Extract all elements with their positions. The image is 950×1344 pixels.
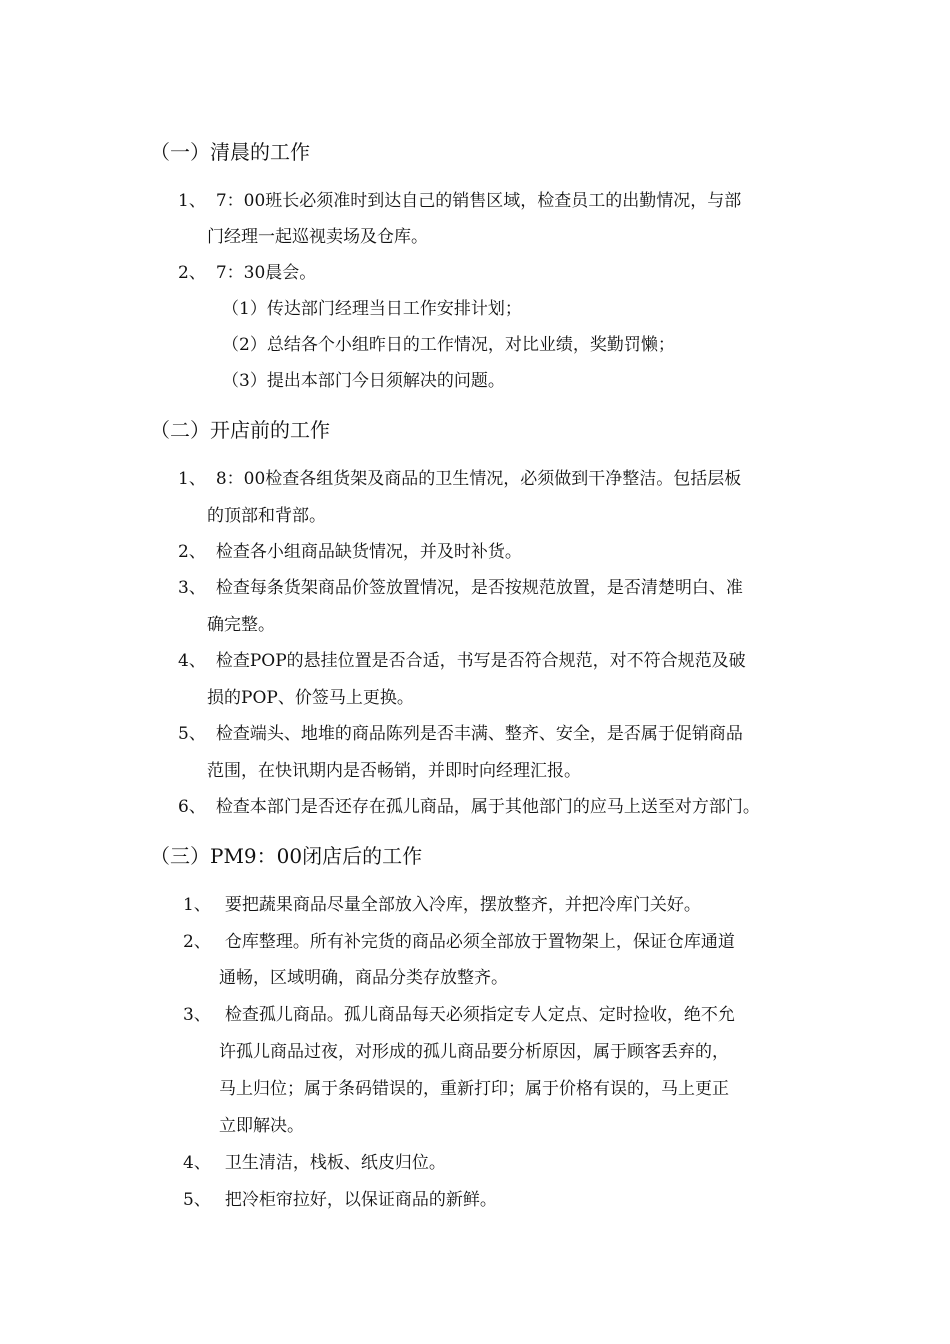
item-number: 6、 xyxy=(178,797,206,817)
item-number: 4、 xyxy=(178,651,206,671)
sub-item: （2）总结各个小组昨日的工作情况，对比业绩，奖勤罚懒； xyxy=(222,335,675,355)
item-text-continuation: 许孤儿商品过夜，对形成的孤儿商品要分析原因，属于顾客丢弃的， xyxy=(219,1042,729,1062)
list-item xyxy=(178,575,743,601)
list-item xyxy=(178,188,741,214)
item-text: 检查本部门是否还存在孤儿商品，属于其他部门的应马上送至对方部门。 xyxy=(215,797,760,817)
section-title: （三）PM9：00闭店后的工作 xyxy=(150,844,423,868)
item-number: 2、 xyxy=(178,542,206,562)
item-text: 要把蔬果商品尽量全部放入冷库，摆放整齐，并把冷库门关好。 xyxy=(224,895,701,915)
item-text: 7：00班长必须准时到达自己的销售区域，检查员工的出勤情况，与部 xyxy=(215,191,742,211)
section-title: （一）清晨的工作 xyxy=(150,140,310,164)
item-text-continuation: 通畅，区域明确，商品分类存放整齐。 xyxy=(219,968,508,988)
list-item xyxy=(178,794,760,820)
item-text-continuation: 立即解决。 xyxy=(219,1116,304,1136)
list-item xyxy=(183,892,701,918)
item-number: 5、 xyxy=(178,724,206,744)
item-text: 把冷柜帘拉好，以保证商品的新鲜。 xyxy=(224,1190,497,1210)
item-number: 3、 xyxy=(178,578,206,598)
item-number: 4、 xyxy=(183,1153,211,1173)
item-text: 8：00检查各组货架及商品的卫生情况，必须做到干净整洁。包括层板 xyxy=(215,469,742,489)
item-text: 仓库整理。所有补完货的商品必须全部放于置物架上，保证仓库通道 xyxy=(224,932,735,952)
list-item xyxy=(178,721,743,747)
list-item xyxy=(178,260,316,286)
list-item xyxy=(178,539,522,565)
list-item xyxy=(183,929,735,955)
item-text-continuation: 的顶部和背部。 xyxy=(207,506,326,526)
item-text: 检查POP的悬挂位置是否合适，书写是否符合规范，对不符合规范及破 xyxy=(215,651,746,671)
item-text: 检查孤儿商品。孤儿商品每天必须指定专人定点、定时捡收，绝不允 xyxy=(224,1005,735,1025)
item-text: 检查各小组商品缺货情况，并及时补货。 xyxy=(215,542,522,562)
list-item xyxy=(178,466,741,492)
section-title: （二）开店前的工作 xyxy=(150,418,330,442)
item-text-continuation: 门经理一起巡视卖场及仓库。 xyxy=(207,227,428,247)
item-number: 2、 xyxy=(178,263,206,283)
item-text-continuation: 马上归位；属于条码错误的，重新打印；属于价格有误的，马上更正 xyxy=(219,1079,729,1099)
sub-item: （1）传达部门经理当日工作安排计划； xyxy=(222,299,522,319)
item-text: 检查端头、地堆的商品陈列是否丰满、整齐、安全，是否属于促销商品 xyxy=(215,724,743,744)
item-text: 检查每条货架商品价签放置情况，是否按规范放置，是否清楚明白、准 xyxy=(215,578,743,598)
item-number: 1、 xyxy=(178,469,206,489)
item-number: 1、 xyxy=(183,895,211,915)
list-item xyxy=(183,1150,446,1176)
item-text-continuation: 范围，在快讯期内是否畅销，并即时向经理汇报。 xyxy=(207,761,581,781)
item-text-continuation: 损的POP、价签马上更换。 xyxy=(207,688,414,708)
item-text: 卫生清洁，栈板、纸皮归位。 xyxy=(224,1153,446,1173)
item-text: 7：30晨会。 xyxy=(215,263,317,283)
item-text-continuation: 确完整。 xyxy=(207,615,275,635)
item-number: 1、 xyxy=(178,191,206,211)
item-number: 2、 xyxy=(183,932,211,952)
list-item xyxy=(183,1187,497,1213)
list-item xyxy=(178,648,746,674)
list-item xyxy=(183,1002,735,1028)
sub-item: （3）提出本部门今日须解决的问题。 xyxy=(222,371,505,391)
item-number: 5、 xyxy=(183,1190,211,1210)
item-number: 3、 xyxy=(183,1005,211,1025)
